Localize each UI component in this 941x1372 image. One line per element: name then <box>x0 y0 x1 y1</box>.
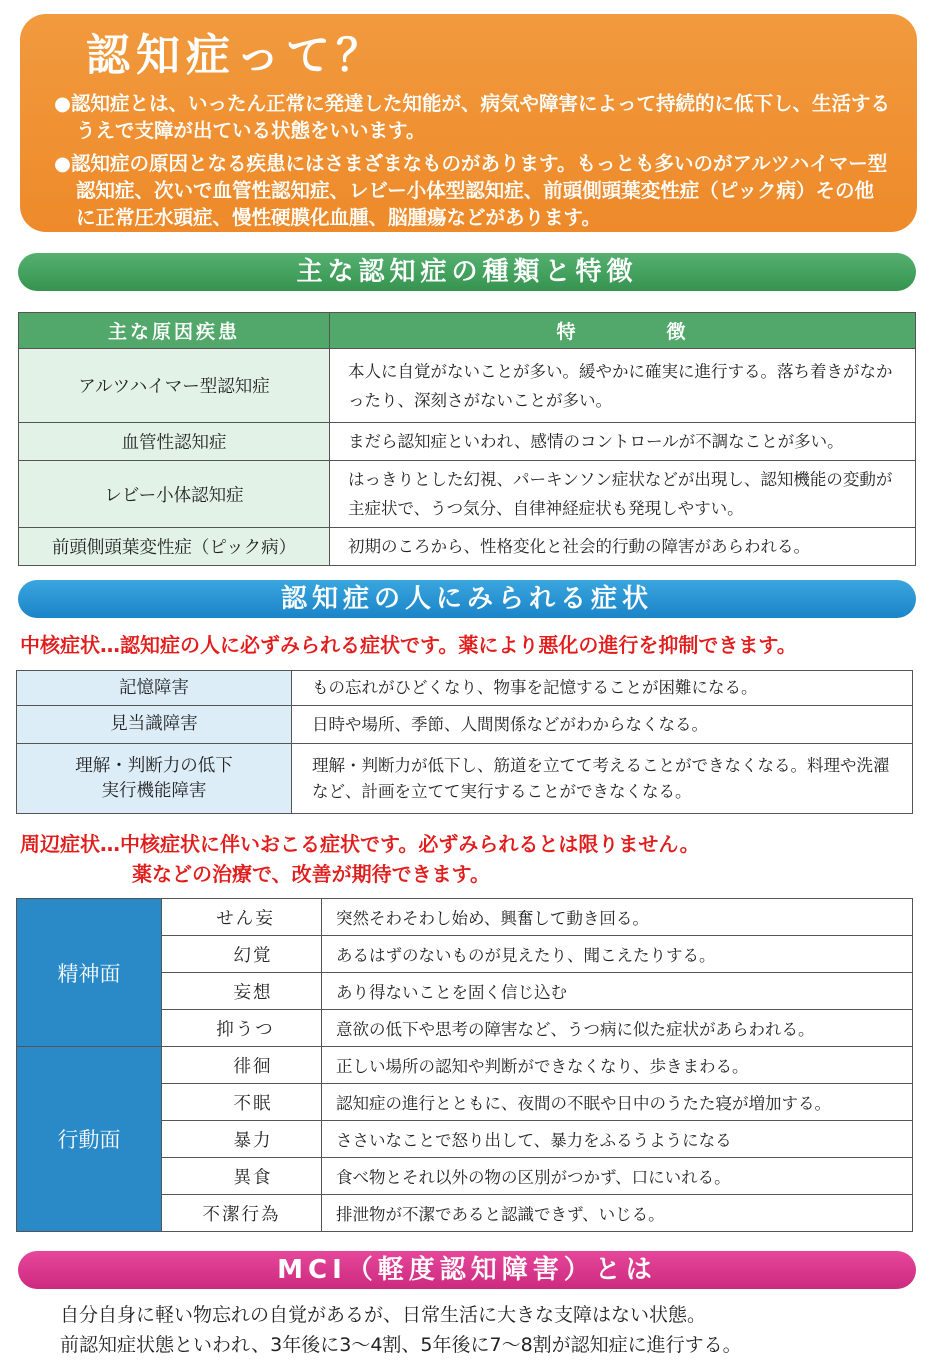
symptom-name: 幻覚 <box>162 936 322 973</box>
symptom-desc: あるはずのないものが見えたり、聞こえたりする。 <box>322 936 913 973</box>
header-cause: 主な原因疾患 <box>19 313 330 349</box>
peripheral-note-2: 薬などの治療で、改善が期待できます。 <box>132 862 490 886</box>
mental-category: 精神面 <box>17 899 162 1047</box>
symptom-desc: あり得ないことを固く信じ込む <box>322 973 913 1010</box>
type-name: アルツハイマー型認知症 <box>19 349 330 423</box>
intro-box <box>20 14 917 232</box>
types-banner: 主な認知症の種類と特徴 <box>18 253 916 291</box>
symptom-desc: 理解・判断力が低下し、筋道を立てて考えることができなくなる。料理や洗濯など、計画を立てて実行することができなくなる。 <box>292 744 913 814</box>
header-feature: 特 徴 <box>330 313 916 349</box>
type-name: 前頭側頭葉変性症（ピック病） <box>19 528 330 566</box>
intro-bullet-1: ●認知症とは、いったん正常に発達した知能が、病気や障害によって持続的に低下し、生活するうえで支障が出ている状態をいいます。 <box>54 92 891 142</box>
peripheral-note-1: 周辺症状…中核症状に伴いおこる症状です。必ずみられるとは限りません。 <box>20 832 700 856</box>
table-row <box>17 899 913 936</box>
table-row <box>17 744 913 814</box>
peripheral-symptoms-table <box>16 898 913 1232</box>
symptoms-banner: 認知症の人にみられる症状 <box>18 580 916 618</box>
symptom-desc: 正しい場所の認知や判断ができなくなり、歩きまわる。 <box>322 1047 913 1084</box>
symptom-name: 暴力 <box>162 1121 322 1158</box>
intro-bullet-2: ●認知症の原因となる疾患にはさまざまなものがあります。もっとも多いのがアルツハイマー型認知症、次いで血管性認知症、レビー小体型認知症、前頭側頭葉変性症（ピック病）その他に正常圧水頭症、慢性硬膜化血腫、脳腫瘍などがあります。 <box>54 152 888 229</box>
table-header-row <box>19 313 916 349</box>
type-desc: 初期のころから、性格変化と社会的行動の障害があらわれる。 <box>330 528 916 566</box>
symptom-name: 異食 <box>162 1158 322 1195</box>
symptom-name: 不眠 <box>162 1084 322 1121</box>
table-row <box>17 671 913 706</box>
type-desc: まだら認知症といわれ、感情のコントロールが不調なことが多い。 <box>330 423 916 461</box>
table-row <box>19 528 916 566</box>
mci-line-2: 前認知症状態といわれ、3年後に3～4割、5年後に7～8割が認知症に進行する。 <box>60 1334 742 1356</box>
table-row <box>19 461 916 528</box>
symptom-desc: 認知症の進行とともに、夜間の不眠や日中のうたた寝が増加する。 <box>322 1084 913 1121</box>
table-row <box>19 349 916 423</box>
mci-description <box>60 1300 742 1360</box>
symptom-desc: 突然そわそわし始め、興奮して動き回る。 <box>322 899 913 936</box>
symptom-name: 徘徊 <box>162 1047 322 1084</box>
symptom-desc: 日時や場所、季節、人間関係などがわからなくなる。 <box>292 706 913 744</box>
type-desc: 本人に自覚がないことが多い。緩やかに確実に進行する。落ち着きがなかったり、深刻さがないことが多い。 <box>330 349 916 423</box>
mci-line-1: 自分自身に軽い物忘れの自覚があるが、日常生活に大きな支障はない状態。 <box>60 1304 707 1326</box>
table-row <box>17 1047 913 1084</box>
behavior-category: 行動面 <box>17 1047 162 1232</box>
type-name: 血管性認知症 <box>19 423 330 461</box>
symptom-desc: 排泄物が不潔であると認識できず、いじる。 <box>322 1195 913 1232</box>
symptom-name: 記憶障害 <box>17 671 292 706</box>
symptom-name: 妄想 <box>162 973 322 1010</box>
symptom-desc: 食べ物とそれ以外の物の区別がつかず、口にいれる。 <box>322 1158 913 1195</box>
symptom-desc: もの忘れがひどくなり、物事を記憶することが困難になる。 <box>292 671 913 706</box>
type-desc: はっきりとした幻視、パーキンソン症状などが出現し、認知機能の変動が主症状で、うつ気分、自律神経症状も発現しやすい。 <box>330 461 916 528</box>
core-symptoms-table <box>16 670 913 814</box>
table-row <box>19 423 916 461</box>
intro-title: 認知症って？ <box>86 30 386 81</box>
symptom-name: 抑うつ <box>162 1010 322 1047</box>
mci-banner: MCI（軽度認知障害）とは <box>18 1251 916 1289</box>
type-name: レビー小体認知症 <box>19 461 330 528</box>
table-row <box>17 706 913 744</box>
symptom-name: 理解・判断力の低下 実行機能障害 <box>17 744 292 814</box>
symptom-desc: 意欲の低下や思考の障害など、うつ病に似た症状があらわれる。 <box>322 1010 913 1047</box>
symptom-name: 見当識障害 <box>17 706 292 744</box>
types-table <box>18 312 916 566</box>
symptom-name: せん妄 <box>162 899 322 936</box>
core-symptoms-note: 中核症状…認知症の人に必ずみられる症状です。薬により悪化の進行を抑制できます。 <box>20 633 797 657</box>
symptom-name: 不潔行為 <box>162 1195 322 1232</box>
symptom-desc: ささいなことで怒り出して、暴力をふるうようになる <box>322 1121 913 1158</box>
